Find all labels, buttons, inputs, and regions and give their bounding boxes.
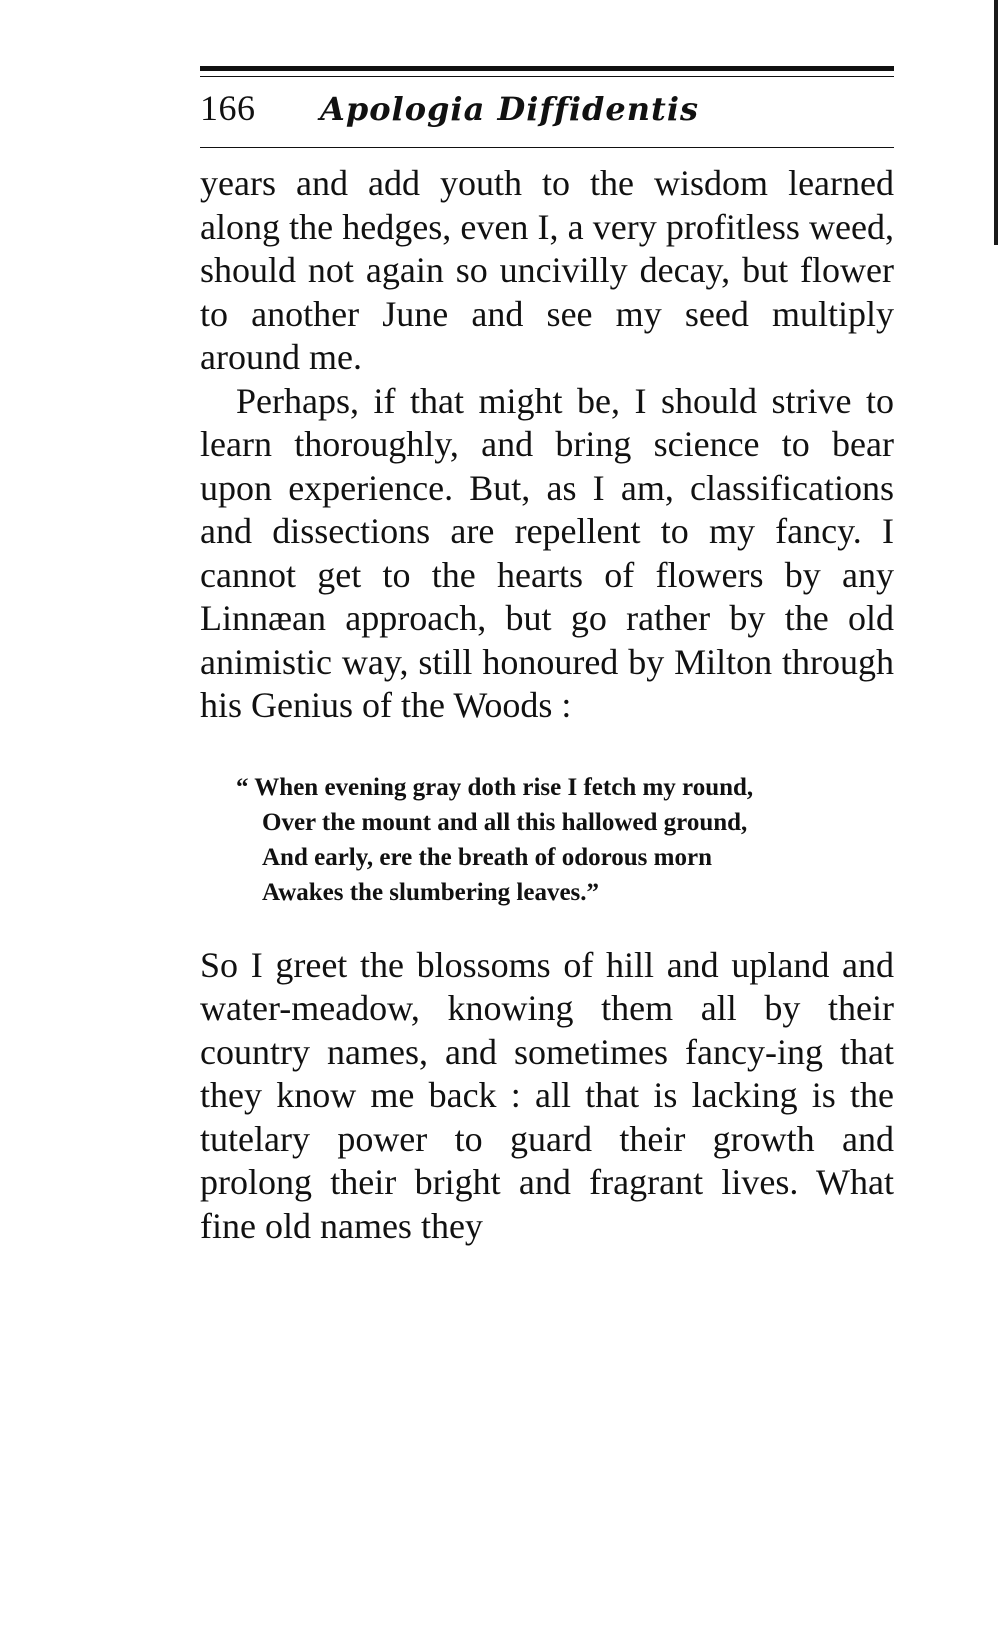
- verse-line-3: And early, ere the breath of odorous morn: [262, 843, 712, 871]
- verse-line-4: Awakes the slumbering leaves.”: [262, 878, 600, 906]
- page-edge-mark: [994, 0, 998, 245]
- paragraph-2: Perhaps, if that might be, I should strive to learn thoroughly, and bring science to bear upon experience. But, as I am, classifications and dissections are repellent to my fancy. I cannot get to the hearts of flowers by any Linnæan approach, but go rather by the old animistic way, still honoured by Milton through his Genius of the Woods :: [200, 380, 894, 725]
- verse-line-1: “ When evening gray doth rise I fetch my round,: [236, 773, 754, 801]
- paragraph-3: So I greet the blossoms of hill and upland and water-meadow, knowing them all by their country names, and sometimes fancy-ing that they know me back : all that is lacking is the tutelary power to guard their growth and prolong their bright and fragrant lives. What fine old names they: [200, 944, 894, 1246]
- paragraph-1: years and add youth to the wisdom learned along the hedges, even I, a very profitless weed, should not again so uncivilly decay, but flower to another June and see my seed multiply around me.: [200, 163, 894, 377]
- page-number: 166: [200, 88, 256, 128]
- running-title: Apologia Diffidentis: [320, 90, 699, 128]
- verse-quotation: [236, 770, 894, 910]
- book-page: [200, 66, 894, 1248]
- verse-line-2: Over the mount and all this hallowed ground,: [262, 808, 748, 836]
- running-head: [200, 77, 894, 147]
- header-rule-bottom: [200, 147, 894, 148]
- header-rule-thick: [200, 66, 894, 71]
